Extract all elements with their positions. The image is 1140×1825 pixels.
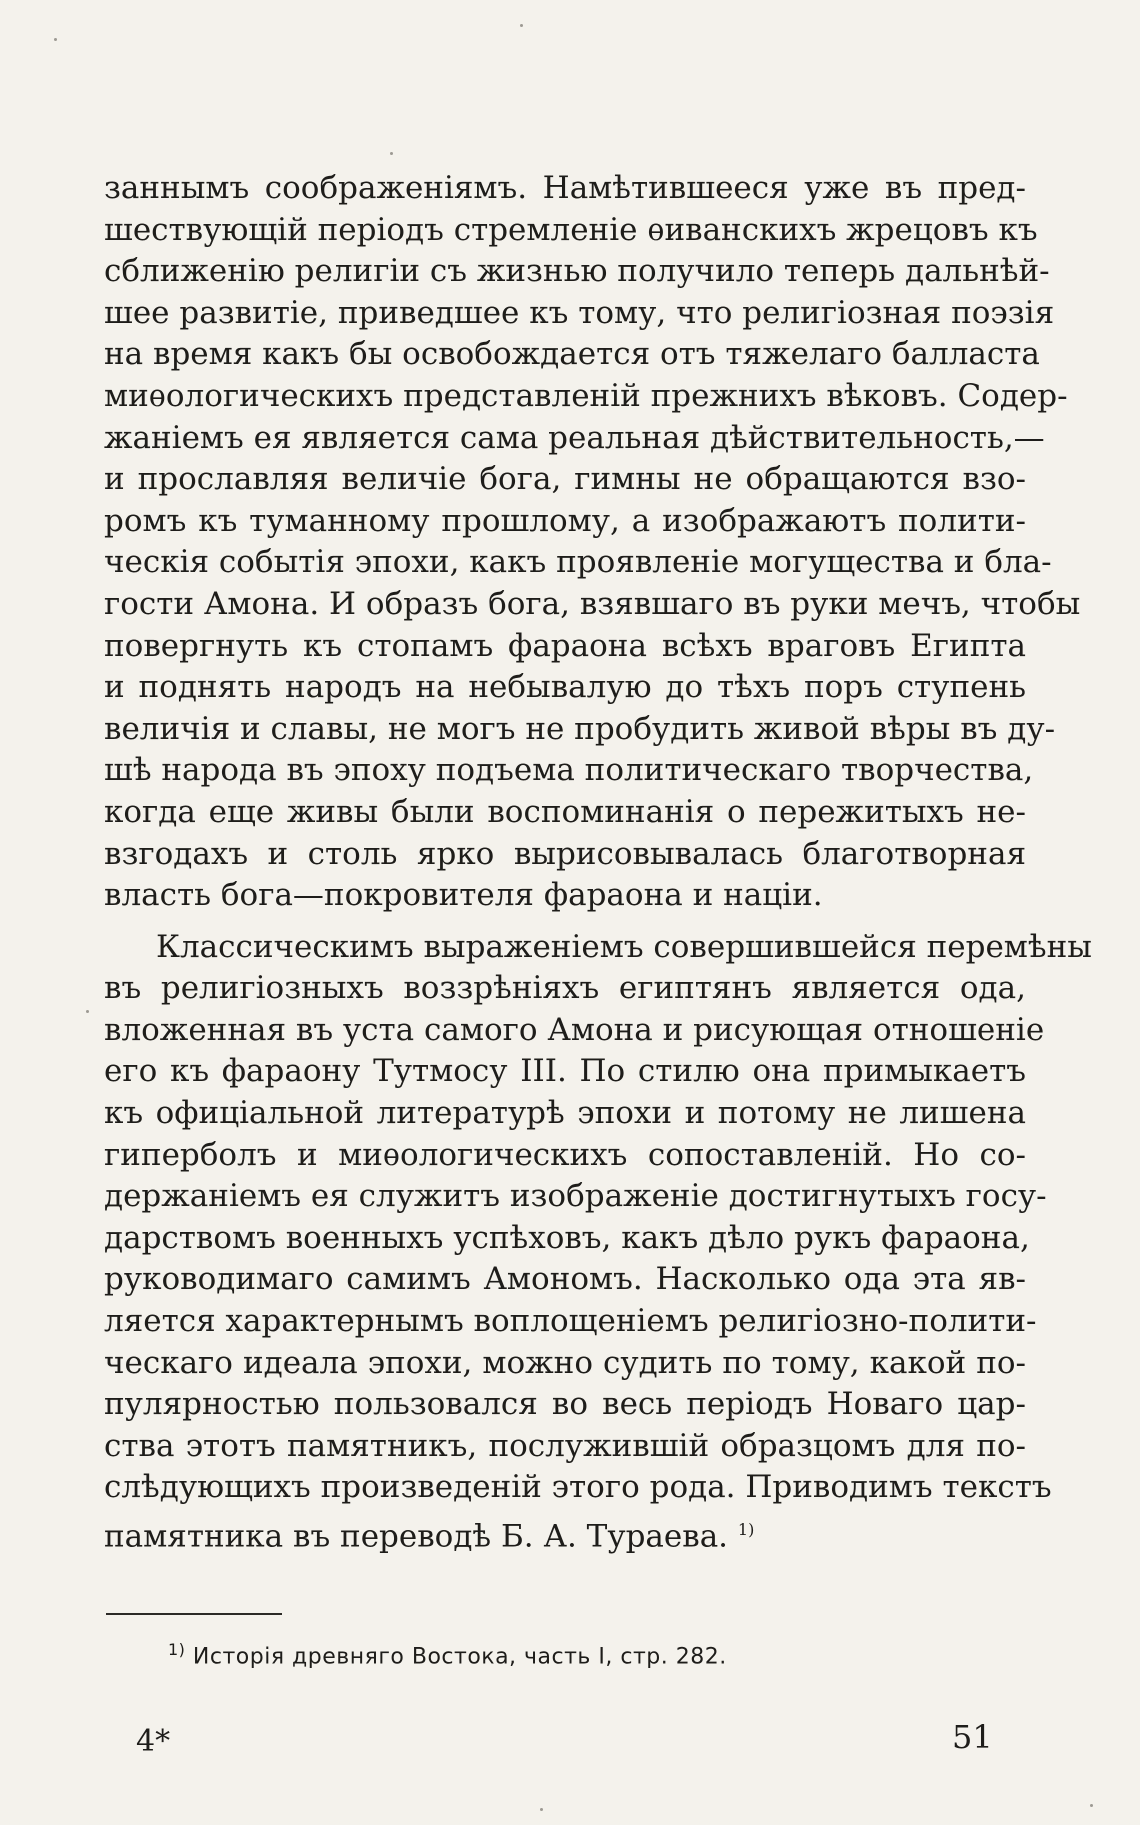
paragraph-2 bbox=[104, 927, 1092, 1558]
text-line: ческаго идеала эпохи, можно судить по тому, какой по- bbox=[104, 1344, 1026, 1381]
text-line: шествующій періодъ стремленіе ѳиванскихъ жрецовъ къ bbox=[104, 211, 1038, 248]
print-speck bbox=[540, 1808, 543, 1811]
text-line: слѣдующихъ произведеній этого рода. Приводимъ текстъ bbox=[104, 1469, 1052, 1506]
print-speck bbox=[520, 24, 523, 27]
page-number: 51 bbox=[952, 1718, 993, 1756]
paragraph-1 bbox=[104, 168, 1081, 917]
text-line: шѣ народа въ эпоху подъема политическаго творчества, bbox=[104, 752, 1034, 789]
text-line: сближенію религіи съ жизнью получило теперь дальнѣй- bbox=[104, 253, 1050, 290]
text-line: вложенная въ уста самого Амона и рисующая отношеніе bbox=[104, 1011, 1045, 1048]
text-line: взгодахъ и столь ярко вырисовывалась благотворная bbox=[104, 835, 1026, 872]
text-line: пулярностью пользовался во весь періодъ Новаго цар- bbox=[104, 1386, 1026, 1423]
text-line: миѳологическихъ представленій прежнихъ вѣковъ. Содер- bbox=[104, 377, 1068, 414]
text-line: къ офиціальной литературѣ эпохи и потому не лишена bbox=[104, 1095, 1026, 1132]
footnote-text: Исторія древняго Востока, часть I, стр. 282. bbox=[192, 1644, 727, 1670]
text-line: его къ фараону Тутмосу III. По стилю она примыкаетъ bbox=[104, 1053, 1026, 1090]
main-text bbox=[104, 168, 1092, 1558]
print-speck bbox=[54, 38, 57, 41]
text-line: ляется характернымъ воплощеніемъ религіозно-полити- bbox=[104, 1303, 1037, 1340]
text-line-content: памятника въ переводѣ Б. А. Тураева. bbox=[104, 1518, 729, 1555]
print-speck bbox=[390, 152, 393, 155]
footnote-divider bbox=[106, 1613, 282, 1615]
text-line: шее развитіе, приведшее къ тому, что религіозная поэзія bbox=[104, 294, 1055, 331]
text-line: держаніемъ ея служитъ изображеніе достигнутыхъ госу- bbox=[104, 1178, 1047, 1215]
text-line: дарствомъ военныхъ успѣховъ, какъ дѣло рукъ фараона, bbox=[104, 1219, 1030, 1256]
signature-mark: 4* bbox=[136, 1724, 171, 1759]
text-line: ромъ къ туманному прошлому, а изображаютъ полити- bbox=[104, 502, 1026, 539]
footnote-reference[interactable]: 1) bbox=[737, 1520, 755, 1539]
text-line: Классическимъ выраженіемъ совершившейся перемѣны bbox=[156, 928, 1092, 965]
footnote bbox=[168, 1640, 727, 1669]
text-line: ства этотъ памятникъ, послужившій образцомъ для по- bbox=[104, 1427, 1026, 1464]
text-line: и поднять народъ на небывалую до тѣхъ поръ ступень bbox=[104, 669, 1026, 706]
text-line: власть бога—покровителя фараона и націи. bbox=[104, 877, 823, 914]
text-line: гиперболъ и миѳологическихъ сопоставленій. Но со- bbox=[104, 1136, 1026, 1173]
text-line: руководимаго самимъ Амономъ. Насколько ода эта яв- bbox=[104, 1261, 1026, 1298]
text-line: повергнуть къ стопамъ фараона всѣхъ враговъ Египта bbox=[104, 627, 1026, 664]
footnote-marker: 1) bbox=[168, 1640, 186, 1659]
print-speck bbox=[86, 1010, 89, 1013]
text-line: жаніемъ ея является сама реальная дѣйствительность,— bbox=[104, 419, 1045, 456]
text-line: гости Амона. И образъ бога, взявшаго въ руки мечъ, чтобы bbox=[104, 585, 1081, 622]
text-line: и прославляя величіе бога, гимны не обращаются взо- bbox=[104, 461, 1026, 498]
text-line: на время какъ бы освобождается отъ тяжелаго балласта bbox=[104, 336, 1040, 373]
text-line-last bbox=[104, 1509, 1026, 1558]
text-line: заннымъ соображеніямъ. Намѣтившееся уже въ пред- bbox=[104, 170, 1026, 206]
text-line: величія и славы, не могъ не пробудить живой вѣры въ ду- bbox=[104, 710, 1056, 747]
print-speck bbox=[1090, 1804, 1093, 1807]
text-line: въ религіозныхъ воззрѣніяхъ египтянъ является ода, bbox=[104, 970, 1026, 1007]
text-line: когда еще живы были воспоминанія о пережитыхъ не- bbox=[104, 793, 1026, 830]
text-line: ческія событія эпохи, какъ проявленіе могущества и бла- bbox=[104, 544, 1052, 581]
